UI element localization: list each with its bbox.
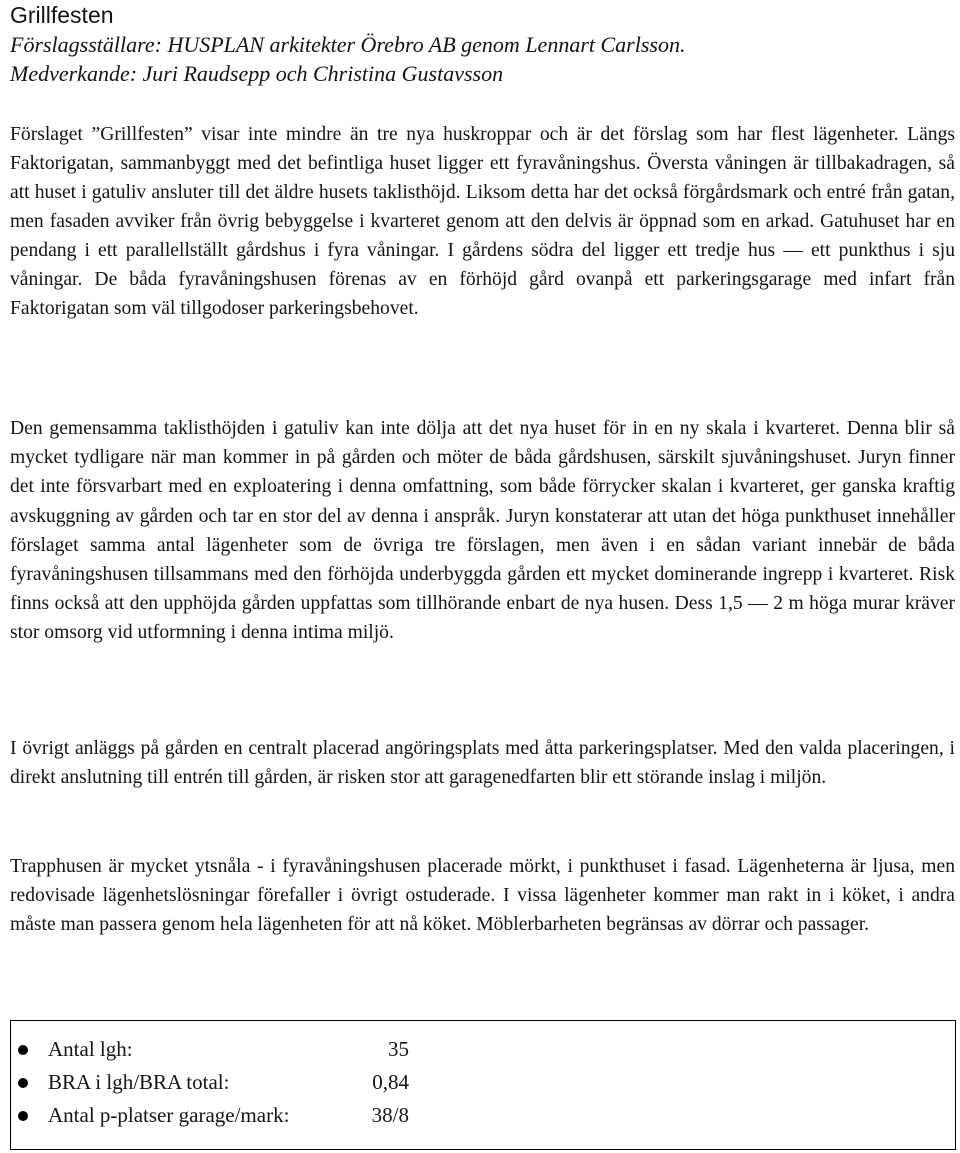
key-figure-row [11,1067,955,1097]
bullet-icon [18,1078,28,1088]
key-figures-box [10,1020,956,1150]
paragraph-overview: Förslaget ”Grillfesten” visar inte mindre än tre nya huskroppar och är det förslag som har flest lägenheter. Längs Faktorigatan, sammanbyggt med det befintliga huset ligger ett fyravåningshus. Översta våningen är tillbakadragen, så att huset i gatuliv ansluter till det äldre husets taklisthöjd. Liksom detta har det också förgårdsmark och entré från gatan, men fasaden avviker från övrig bebyggelse i kvarteret genom att den delvis är öppnad som en arkad. Gatuhuset har en pendang i ett parallellställt gårdshus i fyra våningar. I gårdens södra del ligger ett tredje hus — ett punkthus i sju våningar. De båda fyravåningshusen förenas av en förhöjd gård ovanpå ett parkeringsgarage med infart från Faktorigatan som väl tillgodoser parkeringsbehovet. [10,124,955,319]
bullet-icon [18,1045,28,1055]
document-title: Grillfesten [10,2,114,28]
key-figure-row [11,1100,955,1130]
key-figure-row [11,1034,955,1064]
key-figure-label: BRA i lgh/BRA total: [48,1070,230,1094]
paragraph-jury-assessment: Den gemensamma taklisthöjden i gatuliv kan inte dölja att det nya huset för in en ny skala i kvarteret. Denna blir så mycket tydligare när man kommer in på gården och möter de båda gårdshusen, särskilt sjuvåningshuset. Juryn finner det inte försvarbart med en exploatering i denna omfattning, som både förrycker skalan i kvarteret, ger ganska kraftig avskuggning av gården och tar en stor del av denna i anspråk. Juryn konstaterar att utan det höga punkthuset innehåller förslaget samma antal lägenheter som de övriga tre förslagen, men även i en sådan variant innebär de båda fyravåningshusen tillsammans med den förhöjda underbyggda gården ett mycket dominerande ingrepp i kvarteret. Risk finns också att den upphöjda gården uppfattas som tillhörande enbart de nya husen. Dess 1,5 — 2 m höga murar kräver stor omsorg vid utformning i denna intima miljö. [10,418,955,644]
proposer-line: Förslagsställare: HUSPLAN arkitekter Örebro AB genom Lennart Carlsson. [10,32,686,57]
key-figure-label: Antal p-platser garage/mark: [48,1103,290,1127]
key-figure-label: Antal lgh: [48,1037,133,1061]
key-figure-value: 35 [388,1037,409,1061]
paragraph-apartments: Trapphusen är mycket ytsnåla - i fyravåningshusen placerade mörkt, i punkthuset i fasad. Lägenheterna är ljusa, men redovisade lägenhetslösningar förefaller i övrigt ostuderade. I vissa lägenheter kommer man rakt in i köket, i andra måste man passera genom hela lägenheten för att nå köket. Möblerbarheten begränsas av dörrar och passager. [10,856,955,936]
bullet-icon [18,1111,28,1121]
paragraph-parking: I övrigt anläggs på gården en centralt placerad angöringsplats med åtta parkeringsplatser. Med den valda placeringen, i direkt anslutning till entrén till gården, är risken stor att garagenedfarten blir ett störande inslag i miljön. [10,738,955,789]
key-figure-value: 38/8 [371,1103,409,1127]
key-figure-value: 0,84 [372,1070,409,1094]
contributors-line: Medverkande: Juri Raudsepp och Christina Gustavsson [10,61,504,86]
